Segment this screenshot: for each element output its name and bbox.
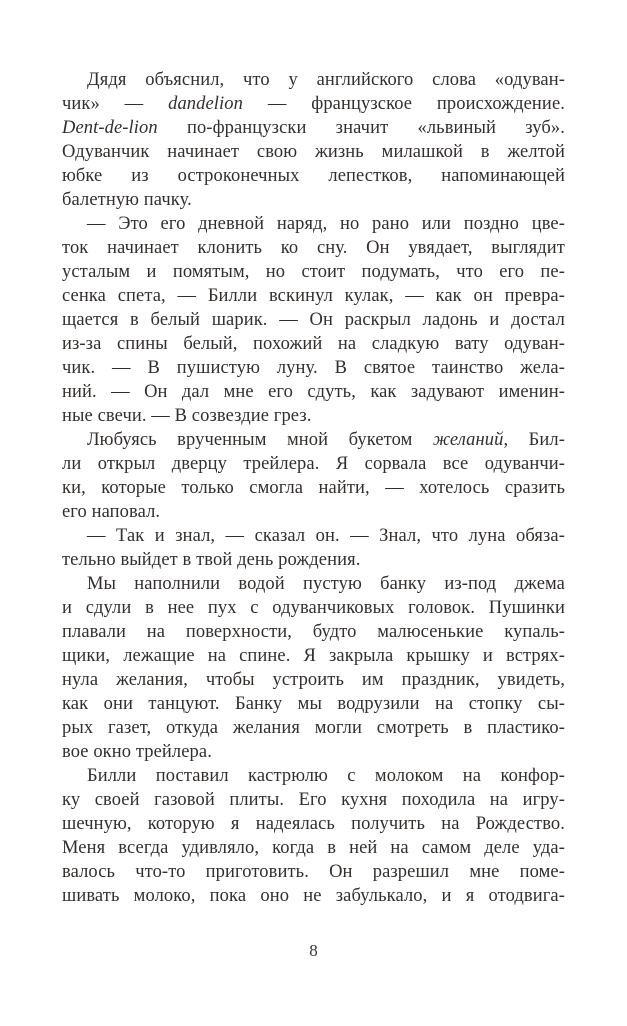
text-run: его наповал. xyxy=(62,502,161,522)
text-run: — Так и знал, — сказал он. — Знал, что луна обяза- xyxy=(87,526,565,546)
italic-text-run: желаний xyxy=(432,430,504,450)
text-line xyxy=(62,236,565,260)
text-run: ки, которые только смогла найти, — хотелось сразить xyxy=(62,478,565,498)
text-line xyxy=(62,404,565,428)
text-line xyxy=(62,572,565,596)
text-line xyxy=(62,884,565,908)
text-line xyxy=(62,452,565,476)
text-run: юбке из остроконечных лепестков, напоминающей xyxy=(62,166,565,186)
text-run: ток начинает клонить ко сну. Он увядает, выглядит xyxy=(62,238,565,258)
text-line xyxy=(62,164,565,188)
text-run: вое окно трейлера. xyxy=(62,742,212,762)
text-run: — французское происхождение. xyxy=(243,94,565,114)
text-line xyxy=(62,140,565,164)
text-run: шивать молоко, пока оно не забулькало, и я отодвига- xyxy=(62,886,565,906)
text-line xyxy=(62,596,565,620)
text-run: как они танцуют. Банку мы водрузили на стопку сы- xyxy=(62,694,565,714)
text-line xyxy=(62,524,565,548)
text-line xyxy=(62,812,565,836)
text-line xyxy=(62,692,565,716)
text-run: сенка спета, — Билли вскинул кулак, — как он превра- xyxy=(62,286,565,306)
page-number: 8 xyxy=(309,941,318,960)
text-run: Одуванчик начинает свою жизнь милашкой в желтой xyxy=(62,142,565,162)
text-line xyxy=(62,428,565,452)
text-line xyxy=(62,740,565,764)
text-line xyxy=(62,716,565,740)
text-line xyxy=(62,356,565,380)
text-run: ний. — Он дал мне его сдуть, как задувают именин- xyxy=(62,382,565,402)
text-run: усталым и помятым, но стоит подумать, что его пе- xyxy=(62,262,565,282)
text-line xyxy=(62,476,565,500)
text-run: плавали на поверхности, будто малюсенькие купаль- xyxy=(62,622,565,642)
text-line xyxy=(62,548,565,572)
text-run: чик. — В пушистую луну. В святое таинство жела- xyxy=(62,358,565,378)
text-line xyxy=(62,500,565,524)
text-run: валось что-то приготовить. Он разрешил мне поме- xyxy=(62,862,565,882)
text-run: чик» — xyxy=(62,94,169,114)
text-line xyxy=(62,836,565,860)
text-run: из-за спины белый, похожий на сладкую вату одуван- xyxy=(62,334,565,354)
text-run: балетную пачку. xyxy=(62,190,192,210)
text-line xyxy=(62,68,565,92)
text-line xyxy=(62,860,565,884)
text-run: ку своей газовой плиты. Его кухня походила на игру- xyxy=(62,790,565,810)
text-line xyxy=(62,188,565,212)
text-line xyxy=(62,116,565,140)
text-line xyxy=(62,332,565,356)
text-run: щики, лежащие на спине. Я закрыла крышку и встрях- xyxy=(62,646,565,666)
text-run: ные свечи. — В созвездие грез. xyxy=(62,406,312,426)
text-line xyxy=(62,260,565,284)
text-run: ли открыл дверцу трейлера. Я сорвала все одуванчи- xyxy=(62,454,565,474)
text-run: — Это его дневной наряд, но рано или поздно цве- xyxy=(87,214,565,234)
text-line xyxy=(62,284,565,308)
text-run: Мы наполнили водой пустую банку из-под джема xyxy=(87,574,565,594)
text-run: , Бил- xyxy=(503,430,565,450)
text-run: нула желания, чтобы устроить им праздник, увидеть, xyxy=(62,670,565,690)
text-line xyxy=(62,668,565,692)
text-line xyxy=(62,92,565,116)
text-line xyxy=(62,380,565,404)
text-run: шечную, которую я надеялась получить на Рождество. xyxy=(62,814,565,834)
text-run: и сдули в нее пух с одуванчиковых головок. Пушинки xyxy=(62,598,565,618)
text-run: тельно выйдет в твой день рождения. xyxy=(62,550,361,570)
page-text xyxy=(62,68,565,908)
text-run: щается в белый шарик. — Он раскрыл ладонь и достал xyxy=(62,310,565,330)
italic-text-run: Dent-de-lion xyxy=(62,118,158,138)
text-run: Билли поставил кастрюлю с молоком на конфор- xyxy=(87,766,565,786)
text-line xyxy=(62,764,565,788)
text-run: Любуясь врученным мной букетом xyxy=(87,430,433,450)
text-line xyxy=(62,620,565,644)
italic-text-run: dandelion xyxy=(168,94,243,114)
text-line xyxy=(62,644,565,668)
text-line xyxy=(62,788,565,812)
text-line xyxy=(62,308,565,332)
text-line xyxy=(62,212,565,236)
text-run: Меня всегда удивляло, когда в ней на самом деле уда- xyxy=(62,838,565,858)
text-run: Дядя объяснил, что у английского слова «одуван- xyxy=(87,70,565,90)
text-run: по-французски значит «львиный зуб». xyxy=(157,118,565,138)
text-run: рых газет, откуда желания могли смотреть в пластико- xyxy=(62,718,565,738)
